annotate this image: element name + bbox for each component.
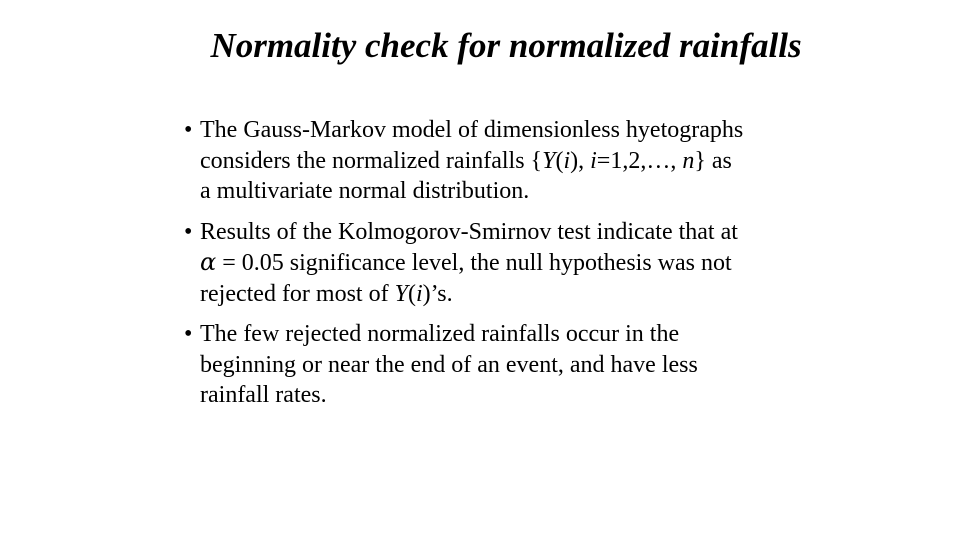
bullet-item-2 [184, 217, 884, 310]
bullet-list [184, 115, 884, 421]
var-Y: Y [394, 280, 408, 307]
text-fragment: ), [570, 147, 591, 174]
bullet-1-line-2 [200, 146, 884, 177]
text-fragment: rejected for most of [200, 280, 395, 307]
bullet-dot-icon: • [184, 321, 193, 347]
bullet-item-1 [184, 115, 884, 207]
bullet-2-line-1: Results of the Kolmogorov-Smirnov test indicate that at [200, 218, 738, 245]
bullet-dot-icon: • [184, 117, 193, 143]
var-i: i [590, 147, 597, 174]
slide-title: Normality check for normalized rainfalls [210, 26, 802, 65]
bullet-1-line-1: The Gauss-Markov model of dimensionless hyetographs [200, 117, 744, 143]
text-fragment: =1,2,…, [596, 147, 683, 174]
var-i: i [415, 280, 423, 307]
text-fragment: considers the normalized rainfalls { [200, 147, 543, 174]
bullet-3-line-1: The few rejected normalized rainfalls occur in the [200, 321, 680, 347]
text-fragment: ( [407, 280, 416, 307]
var-n: n [682, 147, 695, 174]
bullet-dot-icon: • [184, 218, 193, 245]
bullet-2-line-2 [200, 247, 884, 279]
var-i: i [563, 147, 571, 174]
text-fragment: )’s. [422, 280, 453, 307]
bullet-2-line-3 [200, 279, 884, 310]
var-Y: Y [542, 147, 556, 174]
text-fragment: ( [555, 147, 564, 174]
bullet-3-line-2: beginning or near the end of an event, and have less [200, 351, 698, 378]
text-fragment: = 0.05 significance level, the null hypothesis was not [216, 250, 732, 276]
bullet-3-line-3: rainfall rates. [200, 382, 327, 408]
bullet-item-3 [184, 319, 884, 411]
alpha-symbol: α [200, 248, 217, 276]
bullet-1-line-3: a multivariate normal distribution. [200, 178, 530, 204]
text-fragment: } as [694, 147, 732, 174]
